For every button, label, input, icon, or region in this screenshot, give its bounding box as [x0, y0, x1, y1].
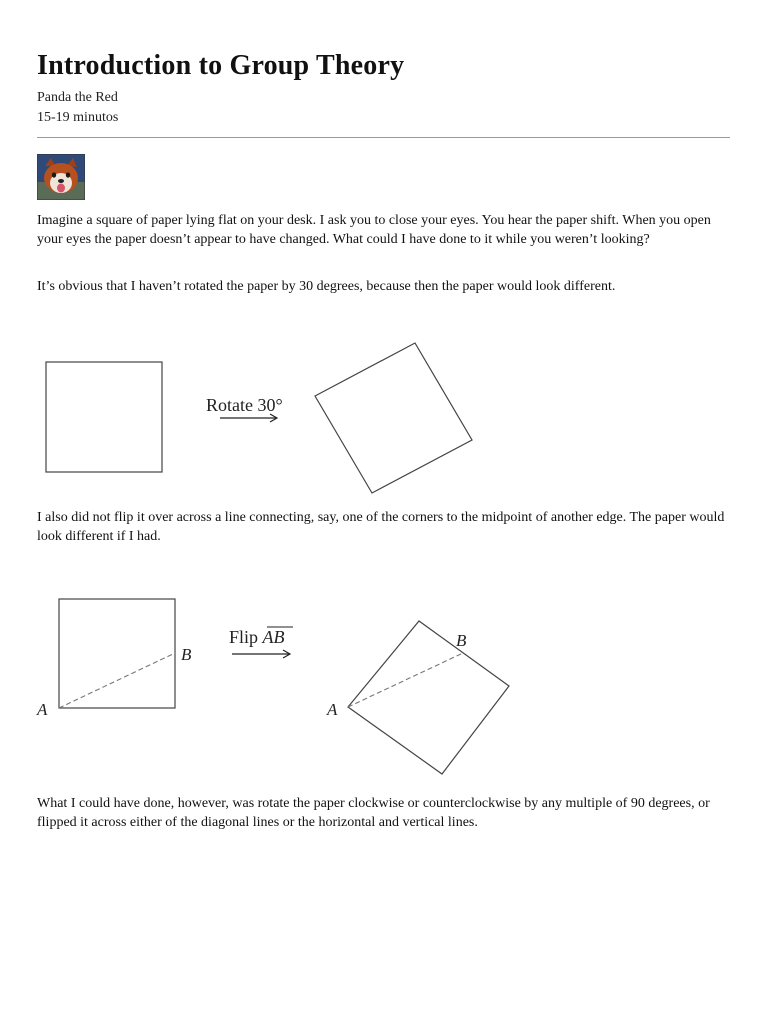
point-a-label-flipped: A [327, 700, 338, 719]
rotation-figure [0, 330, 560, 500]
flip-original-square [59, 599, 175, 708]
red-panda-avatar-icon [37, 154, 85, 200]
flip-axis-original [59, 653, 175, 708]
paragraph-flip: I also did not flip it over across a line connecting, say, one of the corners to the midpoint of another edge. The paper would look different if I had. [37, 510, 725, 544]
paragraph-symmetries: What I could have done, however, was rotate the paper clockwise or counterclockwise by any multiple of 90 degrees, or flipped it across either of the diagonal lines or the horizontal and vertical lines. [37, 796, 710, 830]
paragraph-rotation: It’s obvious that I haven’t rotated the paper by 30 degrees, because then the paper would look different. [37, 279, 616, 294]
rotate-label: Rotate 30° [206, 395, 283, 415]
flipped-shape [348, 621, 509, 774]
rotated-square [315, 343, 472, 493]
point-a-label-original: A [37, 700, 48, 719]
flip-axis-flipped [348, 653, 463, 707]
article-author: Panda the Red [37, 90, 118, 105]
flip-arrow-icon [232, 650, 290, 658]
rotate-arrow-icon [220, 414, 277, 422]
original-square [46, 362, 162, 472]
point-b-label-flipped: B [456, 631, 467, 650]
paragraph-intro: Imagine a square of paper lying flat on your desk. I ask you to close your eyes. You hear the paper shift. When you open your eyes the paper doesn’t appear to have changed. What could I have done to it while you weren’t looking? [37, 213, 711, 247]
point-b-label-original: B [181, 645, 192, 664]
article-read-time: 15-19 minutos [37, 110, 119, 125]
flip-figure [0, 590, 560, 780]
article-title: Introduction to Group Theory [37, 50, 405, 81]
flip-label: Flip AB [229, 627, 285, 647]
header-divider [37, 137, 730, 138]
